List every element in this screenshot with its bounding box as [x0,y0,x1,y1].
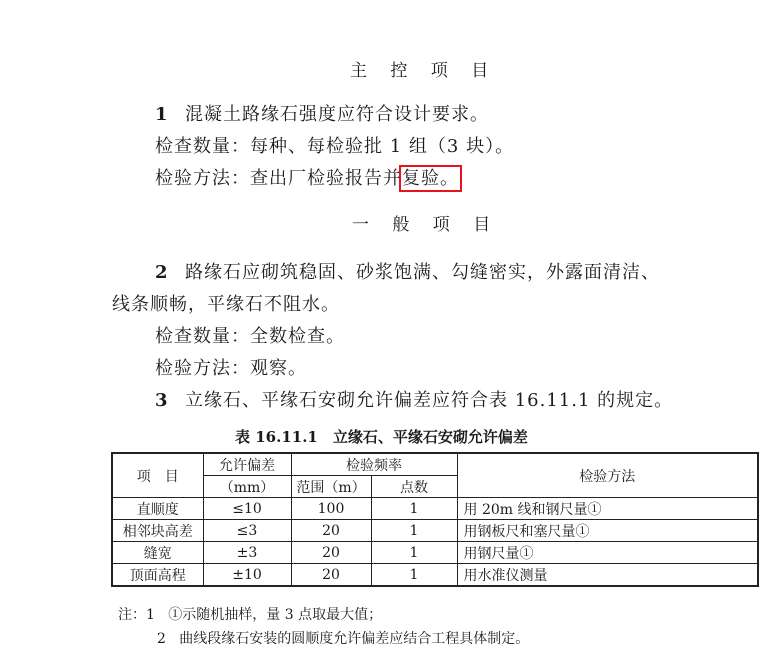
table-row [112,498,758,520]
note-2-text: 曲线段缘石安装的圆顺度允许偏差应结合工程具体制定。 [179,631,530,647]
item-1-text [155,100,489,126]
table-row [112,542,758,564]
note-label: 注：1 [118,607,155,623]
item-2-requirement-line2: 线条顺畅，平缘石不阻水。 [112,294,340,315]
table-caption: 表 16.11.1 立缘石、平缘石安砌允许偏差 [235,428,528,446]
row-range: 20 [291,542,371,564]
row-item: 直顺度 [112,498,203,520]
row-method: 用钢尺量① [457,542,758,564]
item-1-requirement: 混凝土路缘石强度应符合设计要求。 [185,104,489,125]
table-row [112,564,758,587]
row-range: 20 [291,520,371,542]
row-method: 用水准仪测量 [457,564,758,587]
item-3-number: 3 [155,390,169,411]
header-points: 点数 [371,476,457,498]
header-range: 范围（m） [291,476,371,498]
row-method: 用钢板尺和塞尺量① [457,520,758,542]
note-2 [157,628,529,648]
header-item: 项 目 [112,453,203,498]
note-1-text: ①示随机抽样，量 3 点取最大值； [168,607,383,623]
row-method: 用 20m 线和钢尺量① [457,498,758,520]
row-points: 1 [371,498,457,520]
row-points: 1 [371,520,457,542]
item-2-requirement-line1: 路缘石应砌筑稳固、砂浆饱满、勾缝密实，外露面清洁、 [185,262,660,283]
item-2-inspection-method: 检验方法：观察。 [155,358,307,379]
row-tolerance: ±3 [203,542,291,564]
row-tolerance: ≤3 [203,520,291,542]
header-tolerance: 允许偏差 [203,453,291,476]
header-frequency: 检验频率 [291,453,457,476]
table-row [112,520,758,542]
item-3-text [155,386,673,412]
item-3-requirement: 立缘石、平缘石安砌允许偏差应符合表 16.11.1 的规定。 [185,390,674,411]
highlighted-recheck-text[interactable]: 复验。 [402,168,459,189]
tolerance-table [111,452,759,587]
row-range: 20 [291,564,371,587]
header-unit: （mm） [203,476,291,498]
item-1-inspection-quantity: 检查数量：每种、每检验批 1 组（3 块）。 [155,136,515,157]
item-1-method-prefix: 检验方法：查出厂检验报告并 [155,168,402,189]
row-item: 相邻块高差 [112,520,203,542]
row-item: 缝宽 [112,542,203,564]
row-tolerance: ±10 [203,564,291,587]
header-method: 检验方法 [457,453,758,498]
section-heading-general: 一 般 项 目 [352,215,500,235]
note-2-number: 2 [157,631,166,647]
item-2-line1 [155,258,660,284]
item-2-number: 2 [155,262,169,283]
row-item: 顶面高程 [112,564,203,587]
item-1-inspection-method [155,164,459,190]
row-points: 1 [371,564,457,587]
row-range: 100 [291,498,371,520]
note-1 [118,604,382,624]
row-tolerance: ≤10 [203,498,291,520]
item-1-number: 1 [155,104,169,125]
section-heading-main-control: 主 控 项 目 [350,61,498,81]
row-points: 1 [371,542,457,564]
item-2-inspection-quantity: 检查数量：全数检查。 [155,326,345,347]
